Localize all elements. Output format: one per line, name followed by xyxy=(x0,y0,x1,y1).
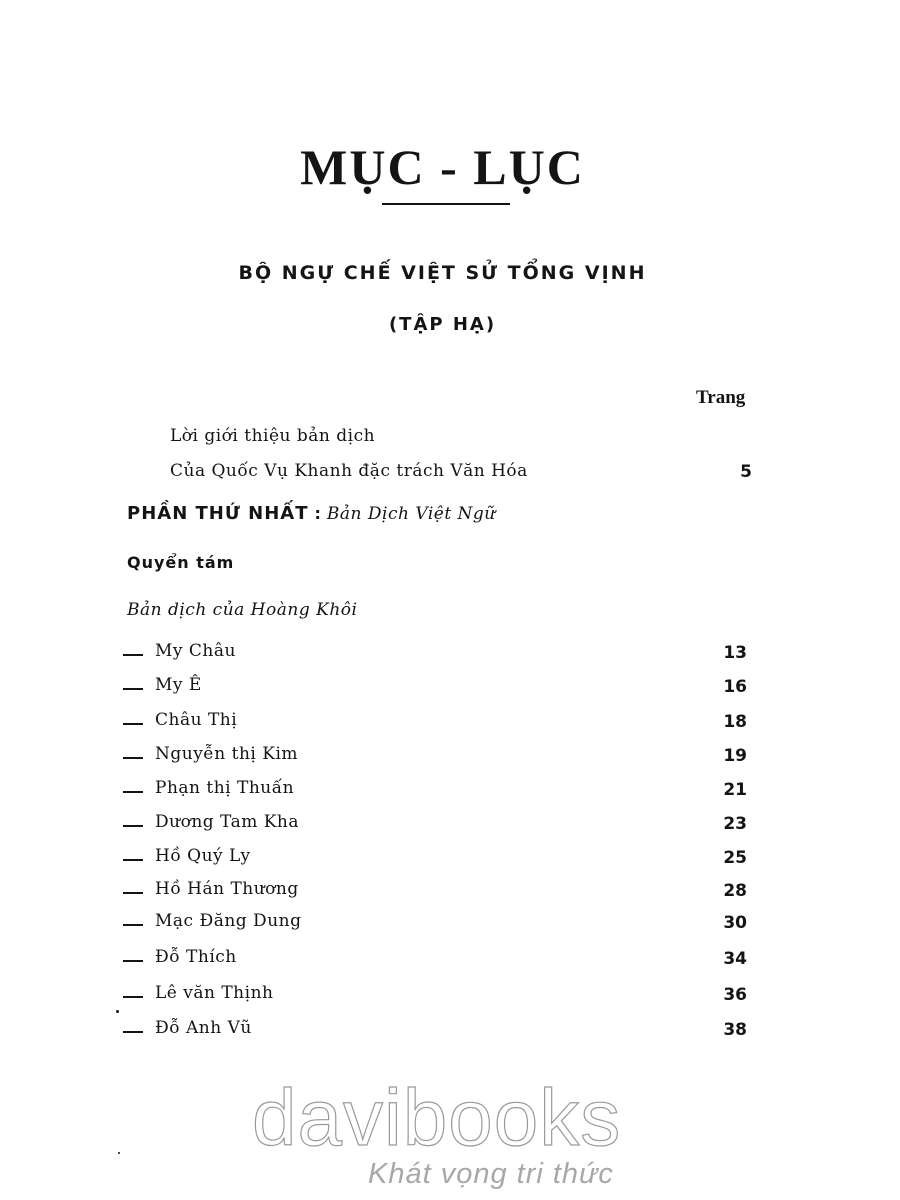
page-title: MỤC - LỤC xyxy=(300,139,585,195)
toc-entry xyxy=(123,879,753,909)
toc-entry xyxy=(123,778,753,808)
watermark-brand: davibooks xyxy=(252,1073,622,1162)
toc-entry xyxy=(123,911,753,941)
entry-page-number: 19 xyxy=(723,746,747,766)
entry-name: My Ê xyxy=(155,675,202,695)
entry-dash xyxy=(123,996,143,998)
part-separator: : xyxy=(314,504,321,523)
entry-dash xyxy=(123,688,143,690)
intro-line-2: Của Quốc Vụ Khanh đặc trách Văn Hóa xyxy=(170,461,528,481)
entry-name: Dương Tam Kha xyxy=(155,812,300,832)
entry-name: Châu Thị xyxy=(155,710,238,730)
part-subtitle: Bản Dịch Việt Ngữ xyxy=(326,504,496,524)
entry-dash xyxy=(123,757,143,759)
toc-entry xyxy=(123,846,753,876)
watermark-tagline: Khát vọng tri thức xyxy=(368,1158,614,1190)
ink-speck xyxy=(116,1010,119,1013)
entry-name: Hồ Quý Ly xyxy=(155,846,251,866)
translator-line: Bản dịch của Hoàng Khôi xyxy=(127,600,358,620)
collection-heading: BỘ NGỰ CHẾ VIỆT SỬ TỔNG VỊNH xyxy=(238,262,647,284)
entry-dash xyxy=(123,960,143,962)
entry-page-number: 38 xyxy=(723,1020,747,1040)
toc-entry xyxy=(123,1018,753,1048)
toc-entry xyxy=(123,675,753,705)
entry-page-number: 30 xyxy=(723,913,747,933)
part-heading xyxy=(127,503,496,524)
entry-dash xyxy=(123,654,143,656)
toc-entry xyxy=(123,812,753,842)
entry-page-number: 18 xyxy=(723,712,747,732)
entry-dash xyxy=(123,1031,143,1033)
page-column-label: Trang xyxy=(696,387,746,408)
entry-name: Lê văn Thịnh xyxy=(155,983,274,1003)
toc-entry xyxy=(123,947,753,977)
entry-dash xyxy=(123,859,143,861)
entry-name: Hồ Hán Thương xyxy=(155,879,299,899)
entry-page-number: 25 xyxy=(723,848,747,868)
book-heading: Quyển tám xyxy=(127,553,235,572)
entry-page-number: 23 xyxy=(723,814,747,834)
title-underline xyxy=(382,203,510,205)
part-label: PHẦN THỨ NHẤT xyxy=(127,503,309,524)
entry-page-number: 28 xyxy=(723,881,747,901)
entry-dash xyxy=(123,825,143,827)
entry-name: Mạc Đăng Dung xyxy=(155,911,302,931)
entry-page-number: 36 xyxy=(723,985,747,1005)
entry-page-number: 34 xyxy=(723,949,747,969)
ink-speck xyxy=(118,1152,120,1154)
toc-entry xyxy=(123,983,753,1013)
entry-page-number: 13 xyxy=(723,643,747,663)
intro-line-1: Lời giới thiệu bản dịch xyxy=(170,426,376,446)
entry-name: Nguyễn thị Kim xyxy=(155,744,298,764)
toc-entry xyxy=(123,744,753,774)
entry-dash xyxy=(123,892,143,894)
entry-name: Phạn thị Thuấn xyxy=(155,778,295,798)
entry-page-number: 21 xyxy=(723,780,747,800)
volume-heading: (TẬP HẠ) xyxy=(388,314,497,335)
entry-dash xyxy=(123,723,143,725)
entry-page-number: 16 xyxy=(723,677,747,697)
toc-entry xyxy=(123,710,753,740)
toc-entry xyxy=(123,641,753,671)
entry-name: My Châu xyxy=(155,641,236,661)
entry-name: Đỗ Thích xyxy=(155,947,237,967)
entry-dash xyxy=(123,924,143,926)
entry-dash xyxy=(123,791,143,793)
intro-page-number: 5 xyxy=(740,462,752,482)
entry-name: Đỗ Anh Vũ xyxy=(155,1018,252,1038)
